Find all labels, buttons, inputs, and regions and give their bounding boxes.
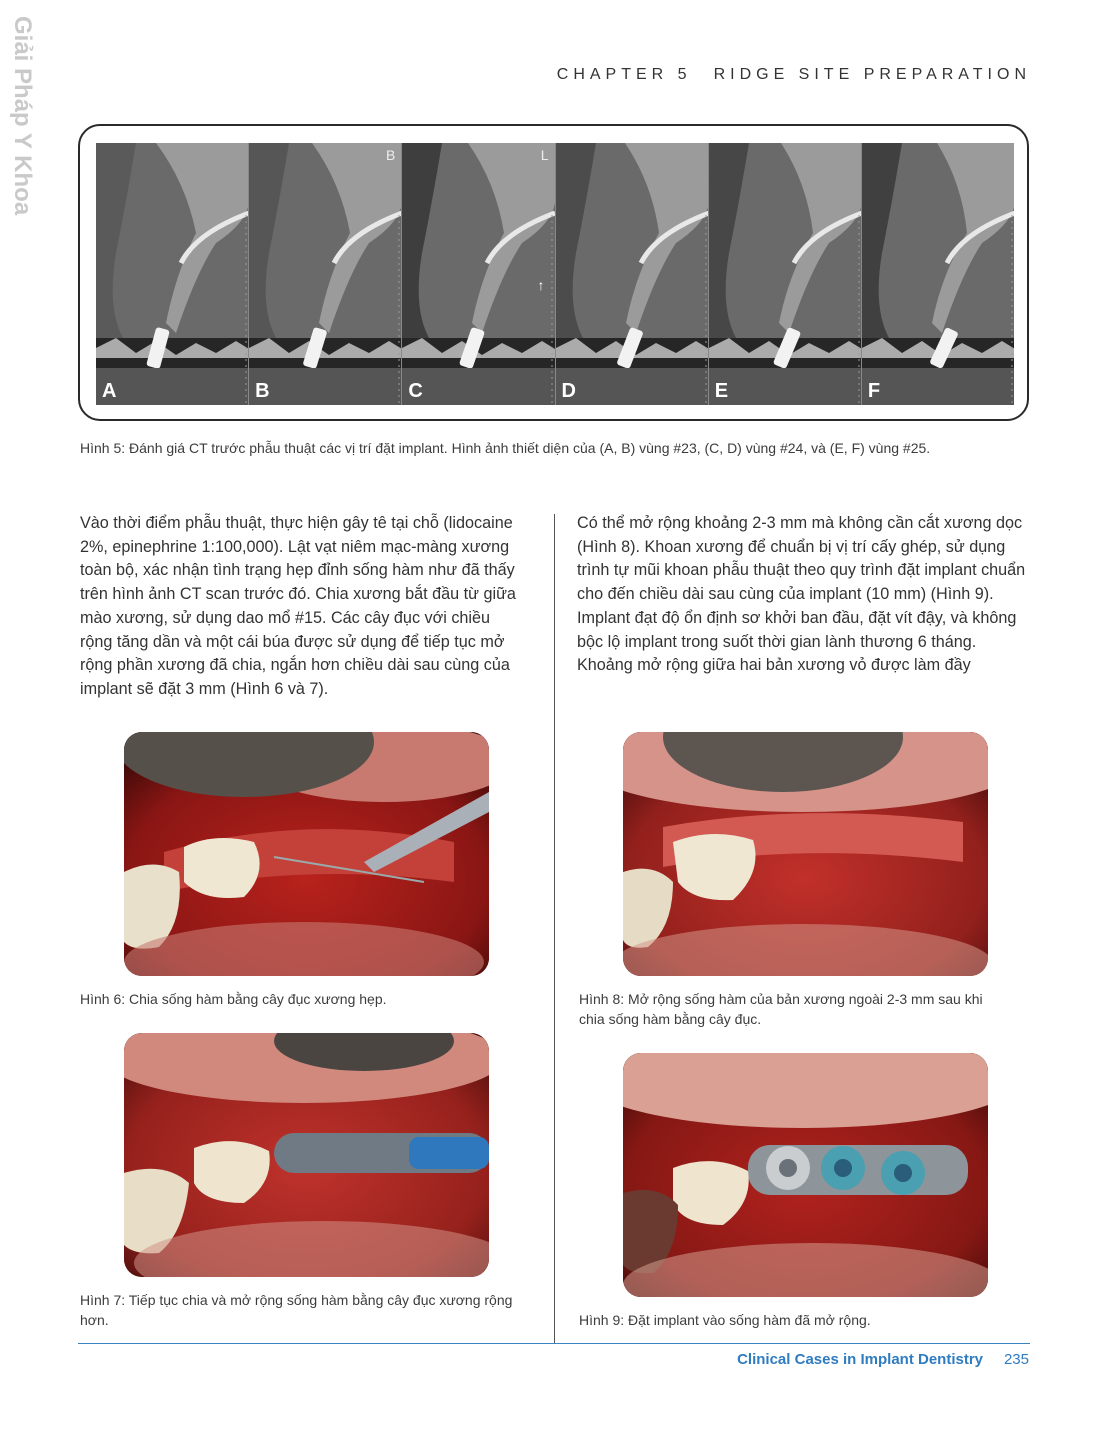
- figure7-caption: Hình 7: Tiếp tục chia và mở rộng sống hàm bằng cây đục xương rộng hơn.: [80, 1292, 513, 1328]
- ct-orientation-mark: L: [540, 147, 549, 163]
- figure8-caption: Hình 8: Mở rộng sống hàm của bản xương ngoài 2-3 mm sau khi chia sống hàm bằng cây đục.: [579, 991, 983, 1027]
- ct-panel: [556, 143, 709, 405]
- ct-panel-letter: C: [408, 380, 423, 402]
- watermark: Giải Pháp Y Khoa: [9, 16, 36, 216]
- running-header: [557, 66, 1031, 84]
- ct-scan-image: [556, 143, 709, 405]
- left-paragraph: Vào thời điểm phẫu thuật, thực hiện gây tê tại chỗ (lidocaine 2%, epinephrine 1:100,000). Lật vạt niêm mạc-màng xương toàn bộ, xác nhận tình trạng hẹp đỉnh sống hàm như đã thấy trên hình ảnh CT scan trước đó. Chia xương bắt đầu từ giữa mào xương, sử dụng dao mổ #15. Các cây đục với chiều rộng tăng dần và một cái búa được sử dụng để tiếp tục mở rộng phần xương đã chia, ngắn hơn chiều dài sau cùng của implant sẽ đặt 3 mm (Hình 6 và 7).: [80, 514, 516, 698]
- ct-panel-letter: D: [561, 380, 576, 402]
- ct-panel: [249, 143, 402, 405]
- ct-arrow-marker: ↑: [537, 277, 545, 293]
- ct-scan-image: [96, 143, 249, 405]
- ct-panel: [96, 143, 249, 405]
- footer-rule: [78, 1343, 1030, 1344]
- figure5-ct-strip: [96, 143, 1014, 405]
- column-divider: [554, 514, 555, 1344]
- ct-panel-letter: F: [867, 380, 881, 402]
- figure9-photo: [623, 1053, 988, 1297]
- ct-panel-letter: E: [714, 380, 729, 402]
- ct-scan-image: [249, 143, 402, 405]
- figure7-photo: [124, 1033, 489, 1277]
- ct-panel-letter: A: [102, 380, 117, 402]
- figure6-caption: Hình 6: Chia sống hàm bằng cây đục xương hẹp.: [80, 991, 387, 1007]
- ct-panel: [862, 143, 1014, 405]
- figure8-photo: [623, 732, 988, 976]
- ct-scan-image: [709, 143, 862, 405]
- ct-panel: [402, 143, 555, 405]
- section-label: RIDGE SITE PREPARATION: [713, 66, 1031, 83]
- figure9-caption: Hình 9: Đặt implant vào sống hàm đã mở rộng.: [579, 1312, 871, 1328]
- figure5-caption: Hình 5: Đánh giá CT trước phẫu thuật các vị trí đặt implant. Hình ảnh thiết diện của (A, B) vùng #23, (C, D) vùng #24, và (E, F) vùng #25.: [80, 440, 931, 456]
- ct-panel: [709, 143, 862, 405]
- ct-panel-letter: B: [255, 380, 270, 402]
- right-paragraph: Có thể mở rộng khoảng 2-3 mm mà không cần cắt xương dọc (Hình 8). Khoan xương để chuẩn bị vị trí cấy ghép, sử dụng trình tự mũi khoan phẫu thuật theo quy trình đặt implant chuẩn cho đến chiều dài sau cùng của implant (10 mm) (Hình 9). Implant đạt độ ổn định sơ khởi ban đầu, đặt vít đậy, và không bộc lộ implant trong suốt thời gian lành thương 6 tháng. Khoảng mở rộng giữa hai bản xương vỏ được làm đầy: [577, 514, 1026, 675]
- ct-scan-image: [862, 143, 1014, 405]
- figure6-photo: [124, 732, 489, 976]
- page-number: 235: [1003, 1351, 1029, 1368]
- footer-book-title: Clinical Cases in Implant Dentistry: [737, 1351, 983, 1368]
- ct-scan-image: [402, 143, 555, 405]
- chapter-label: CHAPTER 5: [556, 66, 692, 83]
- ct-orientation-mark: B: [386, 147, 396, 163]
